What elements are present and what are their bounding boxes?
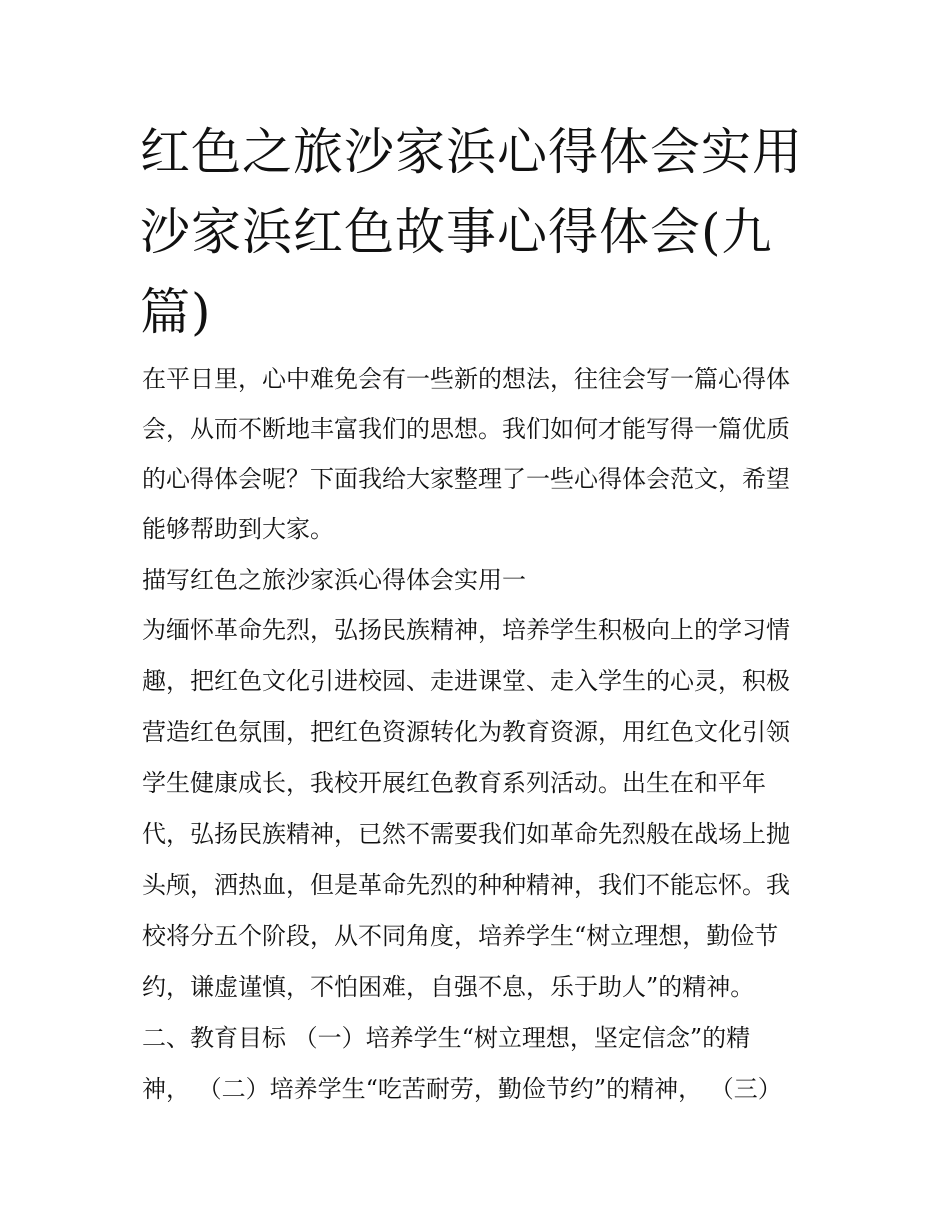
- paragraph-line: 会，从而不断地丰富我们的思想。我们如何才能写得一篇优质: [142, 415, 790, 443]
- paragraph-line: 神， （二）培养学生“吃苦耐劳，勤俭节约”的精神， （三）: [142, 1075, 782, 1103]
- paragraph-line: 在平日里，心中难免会有一些新的想法，往往会写一篇心得体: [142, 365, 790, 393]
- paragraph-line: 二、教育目标 （一）培养学生“树立理想，坚定信念”的精: [142, 1024, 751, 1052]
- document-title: 红色之旅沙家浜心得体会实用沙家浜红色故事心得体会(九篇): [140, 123, 803, 341]
- paragraph-line: 为缅怀革命先烈，弘扬民族精神，培养学生积极向上的学习情: [142, 616, 790, 644]
- paragraph-line: 营造红色氛围，把红色资源转化为教育资源，用红色文化引领: [142, 718, 790, 746]
- paragraph-line: 约，谦虚谨慎，不怕困难，自强不息，乐于助人”的精神。: [142, 973, 755, 1001]
- paragraph-line: 头颅，洒热血，但是革命先烈的种种精神，我们不能忘怀。我: [142, 871, 790, 899]
- paragraph-line: 代，弘扬民族精神，已然不需要我们如革命先烈般在战场上抛: [142, 820, 790, 848]
- section-heading: 描写红色之旅沙家浜心得体会实用一: [142, 566, 526, 594]
- paragraph-line: 学生健康成长，我校开展红色教育系列活动。出生在和平年: [142, 769, 766, 797]
- paragraph-line: 能够帮助到大家。: [142, 515, 334, 543]
- paragraph-line: 的心得体会呢？下面我给大家整理了一些心得体会范文，希望: [142, 465, 790, 493]
- paragraph-line: 校将分五个阶段，从不同角度，培养学生“树立理想，勤俭节: [142, 922, 779, 950]
- paragraph-line: 趣，把红色文化引进校园、走进课堂、走入学生的心灵，积极: [142, 667, 790, 695]
